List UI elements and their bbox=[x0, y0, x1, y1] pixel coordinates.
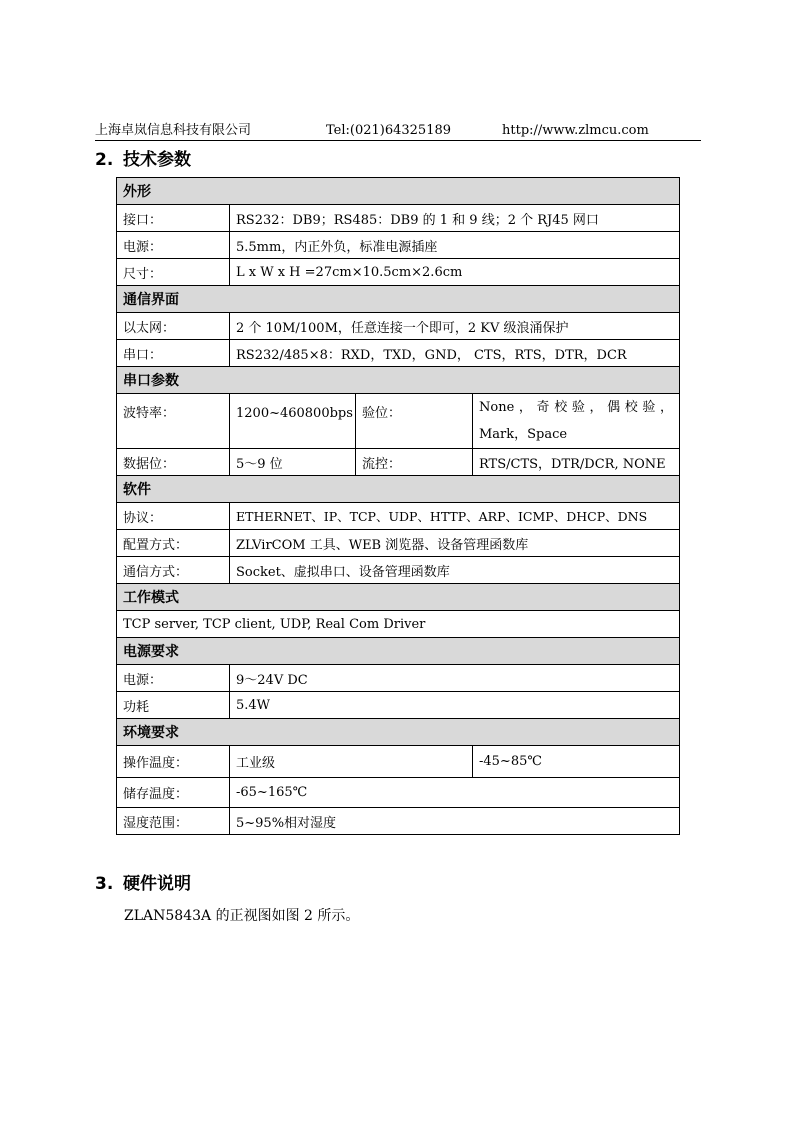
section-row bbox=[117, 719, 680, 746]
row-value: 1200~460800bps bbox=[230, 394, 356, 449]
table-row bbox=[117, 611, 680, 638]
row-value: Socket、虚拟串口、设备管理函数库 bbox=[230, 557, 680, 584]
section-title: 串口参数 bbox=[117, 367, 680, 394]
table-row bbox=[117, 205, 680, 232]
row-label: 验位： bbox=[356, 394, 473, 449]
table-row bbox=[117, 340, 680, 367]
row-value: 9～24V DC bbox=[230, 665, 680, 692]
row-label: 电源： bbox=[117, 232, 230, 259]
table-row bbox=[117, 313, 680, 340]
row-value: 2 个 10M/100M，任意连接一个即可，2 KV 级浪涌保护 bbox=[230, 313, 680, 340]
row-value: RS232：DB9；RS485：DB9 的 1 和 9 线；2 个 RJ45 网口 bbox=[230, 205, 680, 232]
section-3-title: 硬件说明 bbox=[123, 874, 191, 894]
table-row bbox=[117, 259, 680, 286]
row-label: 配置方式： bbox=[117, 530, 230, 557]
row-label: 串口： bbox=[117, 340, 230, 367]
section-3-number: 3. bbox=[95, 874, 114, 894]
row-label: 湿度范围： bbox=[117, 808, 230, 835]
row-value: ZLVirCOM 工具、WEB 浏览器、设备管理函数库 bbox=[230, 530, 680, 557]
section-title: 软件 bbox=[117, 476, 680, 503]
table-row bbox=[117, 808, 680, 835]
table-row bbox=[117, 232, 680, 259]
section-row bbox=[117, 367, 680, 394]
table-row bbox=[117, 503, 680, 530]
page-header bbox=[95, 118, 701, 141]
row-value: -45~85℃ bbox=[473, 746, 680, 778]
body-paragraph: ZLAN5843A 的正视图如图 2 所示。 bbox=[124, 908, 360, 924]
row-label: 尺寸： bbox=[117, 259, 230, 286]
row-value: 工业级 bbox=[230, 746, 473, 778]
row-value: RTS/CTS，DTR/DCR, NONE bbox=[473, 449, 680, 476]
row-label: 通信方式： bbox=[117, 557, 230, 584]
row-label: 协议： bbox=[117, 503, 230, 530]
header-url: http://www.zlmcu.com bbox=[502, 123, 649, 138]
table-row bbox=[117, 394, 680, 449]
row-label: 流控： bbox=[356, 449, 473, 476]
row-label: 操作温度： bbox=[117, 746, 230, 778]
section-row bbox=[117, 584, 680, 611]
section-2-heading bbox=[95, 145, 191, 170]
row-value: 5～9 位 bbox=[230, 449, 356, 476]
table-row bbox=[117, 665, 680, 692]
spec-table bbox=[116, 177, 680, 835]
header-company: 上海卓岚信息科技有限公司 bbox=[95, 123, 252, 138]
row-value: L x W x H =27cm×10.5cm×2.6cm bbox=[230, 259, 680, 286]
row-label: 波特率： bbox=[117, 394, 230, 449]
row-label: 储存温度： bbox=[117, 778, 230, 808]
section-row bbox=[117, 178, 680, 205]
row-value: RS232/485×8：RXD，TXD，GND， CTS，RTS，DTR，DCR bbox=[230, 340, 680, 367]
row-label: 以太网： bbox=[117, 313, 230, 340]
section-row bbox=[117, 476, 680, 503]
section-title: 环境要求 bbox=[117, 719, 680, 746]
row-value: 5.5mm，内正外负，标准电源插座 bbox=[230, 232, 680, 259]
section-3-heading bbox=[95, 869, 191, 894]
row-value: None，奇校验，偶校验，Mark，Space bbox=[473, 394, 680, 449]
section-row bbox=[117, 638, 680, 665]
row-value: TCP server, TCP client, UDP, Real Com Driver bbox=[117, 611, 680, 638]
section-2-number: 2. bbox=[95, 150, 114, 170]
section-2-title: 技术参数 bbox=[123, 150, 191, 170]
row-value: 5.4W bbox=[230, 692, 680, 719]
section-title: 外形 bbox=[117, 178, 680, 205]
row-label: 电源： bbox=[117, 665, 230, 692]
row-value: 5~95%相对湿度 bbox=[230, 808, 680, 835]
row-label: 功耗 bbox=[117, 692, 230, 719]
table-row bbox=[117, 557, 680, 584]
section-title: 工作模式 bbox=[117, 584, 680, 611]
table-row bbox=[117, 530, 680, 557]
row-label: 接口： bbox=[117, 205, 230, 232]
row-value: ETHERNET、IP、TCP、UDP、HTTP、ARP、ICMP、DHCP、DNS bbox=[230, 503, 680, 530]
table-row bbox=[117, 449, 680, 476]
table-row bbox=[117, 692, 680, 719]
table-row bbox=[117, 746, 680, 778]
header-tel: Tel:(021)64325189 bbox=[326, 123, 452, 138]
section-row bbox=[117, 286, 680, 313]
table-row bbox=[117, 778, 680, 808]
row-value: -65~165℃ bbox=[230, 778, 680, 808]
section-title: 通信界面 bbox=[117, 286, 680, 313]
section-title: 电源要求 bbox=[117, 638, 680, 665]
row-label: 数据位： bbox=[117, 449, 230, 476]
